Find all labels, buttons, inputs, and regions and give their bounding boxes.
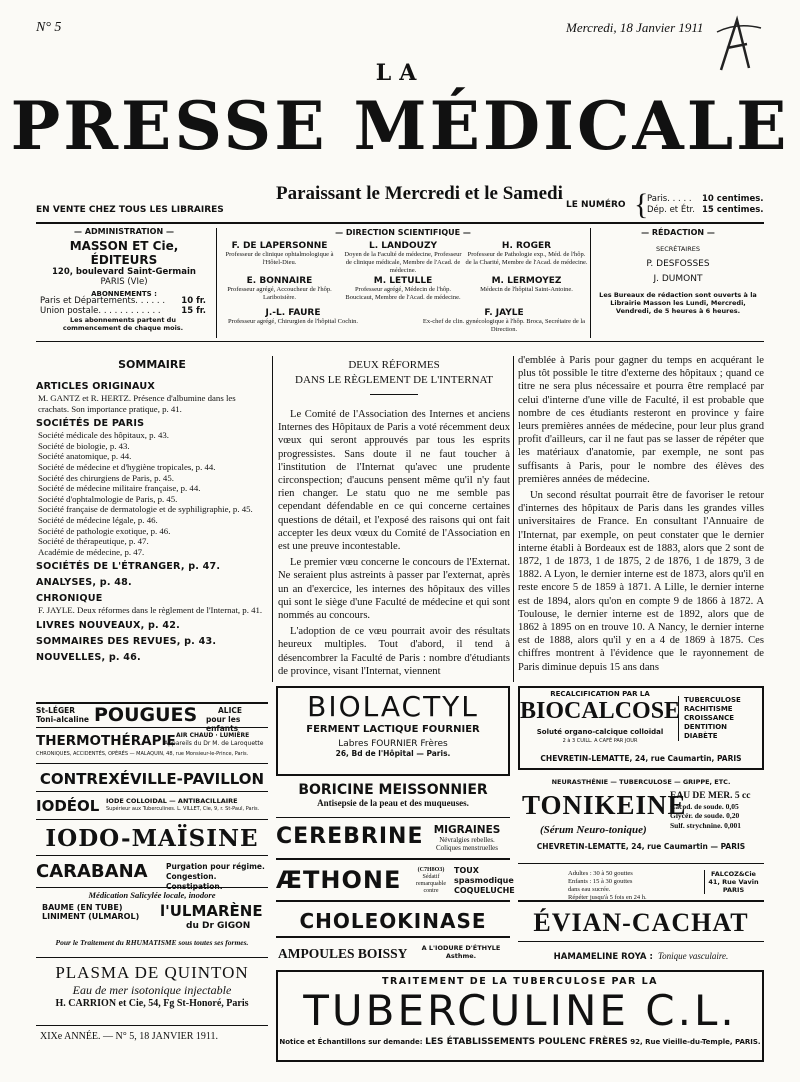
ad-pougues[interactable] — [36, 702, 268, 733]
article-title-line1: DEUX RÉFORMES — [348, 359, 440, 371]
masthead-divider-right — [590, 228, 591, 338]
ad-tuberculine-footer: Notice et Échantillons sur demande: LES ÉTABLISSEMENTS POULENC FRÈRES 92, Rue Vieille-du-Temple, PARIS. — [279, 1037, 761, 1047]
ad-tonikeine[interactable] — [518, 772, 764, 864]
ad-ampoules-boissy[interactable] — [276, 940, 510, 968]
ad-aethone-formula: (C7H8O3) Sédatif remarquable contre — [416, 867, 446, 894]
ad-biocalcose-main: BIOCALCOSE — [520, 698, 681, 724]
ad-ulmarene-bottom: Pour le Traitement du RHUMATISME sous toutes ses formes. — [55, 938, 249, 947]
masthead-title: PRESSE MÉDICALE — [10, 87, 790, 165]
publisher-city: PARIS (VIe) — [100, 277, 148, 287]
sale-note: EN VENTE CHEZ TOUS LES LIBRAIRES — [36, 205, 224, 215]
director-desc: Professeur agrégé, Chirurgien de l'hôpital Cochin. — [227, 318, 359, 325]
ad-iodeol-line: IODE COLLOIDAL — ANTIBACILLAIRE — [106, 797, 238, 805]
director-name: L. LANDOUZY — [369, 241, 437, 251]
price-dep-value: 15 centimes. — [702, 205, 764, 215]
ad-iodeol[interactable] — [36, 794, 268, 820]
ad-tuberculine-top: TRAITEMENT DE LA TUBERCULOSE PAR LA — [381, 976, 659, 987]
ad-carabana-main: CARABANA — [36, 861, 148, 882]
ad-ulmarene-author: du Dr GIGON — [186, 921, 251, 931]
sommaire-entry: Société de médecine militaire française, p. 44. — [38, 483, 201, 494]
ad-biocalcose-lab: CHEVRETIN-LEMATTE, 24, rue Caumartin, PARIS — [540, 754, 742, 763]
ad-plasma-line: Eau de mer isotonique injectable — [72, 983, 232, 997]
director-card — [218, 308, 368, 326]
director-card — [341, 276, 465, 302]
price-label: LE NUMÉRO — [566, 200, 626, 210]
ad-biolactyl-line: Labres FOURNIER Frères — [338, 739, 448, 749]
ad-hamameline-sub: Tonique vasculaire. — [657, 951, 729, 961]
subscription-union-label: Union postale. . . . . . . . . . . . — [40, 306, 161, 316]
ad-thermo-line: Appareils du Dr M. de Laroquette — [164, 740, 264, 747]
sommaire-heading: SOMMAIRES DES REVUES, p. 43. — [36, 635, 217, 647]
sommaire-heading: ANALYSES, p. 48. — [36, 577, 132, 589]
director-desc: Professeur de clinique ophtalmologique à l'Hôtel-Dieu. — [225, 251, 334, 266]
ad-boricine[interactable] — [276, 778, 510, 818]
sommaire-heading: CHRONIQUE — [36, 593, 103, 605]
masthead-bottom-rule — [36, 341, 764, 342]
ad-tuberculine[interactable] — [276, 970, 764, 1062]
sommaire-entry: Société des chirurgiens de Paris, p. 45. — [38, 472, 174, 483]
sommaire-list — [36, 380, 268, 664]
ad-biocalcose[interactable] — [518, 686, 764, 770]
sommaire-entry: Société de biologie, p. 43. — [38, 440, 130, 451]
sommaire-entry: Société médicale des hôpitaux, p. 43. — [38, 430, 169, 441]
ad-pougues-main: POUGUES — [94, 704, 198, 726]
ad-ulmarene-main: l'ULMARÈNE — [160, 902, 263, 920]
ad-thermo-line: CHRONIQUES, ACCIDENTÉS, OPÉRÉS — MALAQUIN, 48, rue Monsieur-le-Prince, Paris. — [36, 751, 249, 757]
ad-evian-cachat[interactable] — [518, 904, 764, 942]
ad-aethone-toux: TOUX spasmodique COQUELUCHE — [454, 866, 515, 895]
director-desc: Professeur agrégé, Accoucheur de l'hôp. Lariboisière. — [227, 286, 332, 301]
director-card — [218, 276, 341, 302]
sommaire-heading: NOUVELLES, p. 46. — [36, 651, 141, 663]
ad-aethone-main: ÆTHONE — [276, 866, 402, 894]
subscription-paris-label: Paris et Départements. . . . . . — [40, 296, 166, 306]
ad-plasma-main: PLASMA DE QUINTON — [55, 963, 249, 982]
ad-tonikeine-formula: EAU DE MER. 5 cc Cacod. de soude. 0,05 Glycér. de soude. 0,20 Sulf. strychnine. 0,001 — [670, 791, 751, 830]
ad-aethone-dosage[interactable] — [518, 866, 764, 902]
ad-hamameline-main: HAMAMELINE ROYA : — [553, 952, 653, 962]
secretary-name: J. DUMONT — [653, 274, 703, 284]
director-card — [218, 241, 341, 267]
ad-choleokinase-main: CHOLEOKINASE — [299, 909, 487, 933]
ad-biocalcose-indications: TUBERCULOSE RACHITISME CROISSANCE DENTITION DIABÈTE — [678, 696, 762, 741]
sommaire-divider — [272, 356, 273, 682]
ad-aethone-lab: FALCOZ&Cie 41, Rue Vavin PARIS — [704, 870, 762, 894]
ad-biolactyl-main: BIOLACTYL — [307, 690, 479, 723]
ad-ampoules-lines: A L'IODURE D'ÉTHYLE Asthme. — [421, 944, 501, 960]
ad-plasma-line: H. CARRION et Cie, 54, Fg St-Honoré, Paris — [55, 998, 249, 1009]
sommaire-heading: SOCIÉTÉS DE L'ÉTRANGER, p. 47. — [36, 561, 221, 573]
subscriptions-list — [40, 296, 206, 332]
ad-boricine-line: Antisepsie de la peau et des muqueuses. — [317, 798, 469, 808]
ad-choleokinase[interactable] — [276, 904, 510, 938]
issue-date: Mercredi, 18 Janvier 1911 — [566, 20, 704, 35]
ad-thermo-line: AIR CHAUD · LUMIÈRE — [176, 732, 250, 739]
ad-aethone[interactable] — [276, 862, 515, 902]
price-brace: { — [634, 188, 649, 221]
subscription-union-value: 15 fr. — [181, 306, 206, 316]
ad-pougues-right: ALICE pour les enfants — [206, 706, 243, 733]
ad-tonikeine-sub: (Sérum Neuro-tonique) — [540, 824, 647, 836]
footer-issue: XIXe ANNÉE. — N° 5, 18 JANVIER 1911. — [40, 1031, 219, 1042]
director-desc: Professeur agrégé, Médecin de l'hôp. Boucicaut, Membre de l'Acad. de médecine. — [345, 286, 461, 301]
ad-carabana[interactable] — [36, 858, 268, 891]
ad-thermotherapie[interactable] — [36, 730, 268, 764]
director-card — [420, 308, 588, 334]
article-paragraph: Un second résultat pourrait être de favoriser le retour d'internes des hôpitaux de Paris dans les grandes villes universitaires de France. En consultant l'Annuaire de l'Internat, par exemple, on peut constater que le dernier interne établi à Bordeaux est de 1883, alors que 2 sont de 1872, 1 de 1873, 1 de 1875, 2 de 1876, 1 de 1879, 3 de 1882. A Lyon, le dernier interne est de 1873, alors qu'il en reste encore 5 de 1859 à 1871. A Lille, le dernier interne est de 1894, alors qu'on en compte 9 de 1866 à 1872. A Toulouse, le dernier interne est de 1892, alors que de 1862 à 1895 on en trouve 10. A Nancy, le dernier interne est de 1888, alors qu'il y en a 4 de 1869 à 1875. Ces chiffres montrent à l'évidence que le rayonnement de Paris diminue depuis 15 ans dans — [518, 490, 764, 673]
ad-iodomaisine[interactable] — [36, 822, 268, 856]
sommaire-entry: Société d'ophtalmologie de Paris, p. 45. — [38, 493, 178, 504]
ad-biocalcose-sub: Soluté organo-calcique colloïdal — [536, 728, 664, 736]
ad-plasma-quinton[interactable] — [36, 960, 268, 1026]
ad-aethone-dosage-lines: Adultes : 30 à 50 gouttes Enfants : 15 à 30 gouttes dans eau sucrée. Répéter jusqu'à 5 fois en 24 h. — [568, 870, 647, 901]
subscription-paris-value: 10 fr. — [181, 296, 206, 306]
ad-biolactyl-line: FERMENT LACTIQUE FOURNIER — [306, 724, 480, 735]
sommaire-title: SOMMAIRE — [118, 358, 186, 371]
ad-cerebrine-lines: MIGRAINES Névralgies rebelles. Coliques menstruelles — [433, 824, 501, 852]
ad-ulmarene[interactable] — [36, 890, 268, 958]
article-title-rule — [370, 394, 418, 395]
header-rule — [36, 222, 764, 224]
direction-heading: — DIRECTION SCIENTIFIQUE — — [335, 228, 471, 237]
ad-carabana-lines: Purgation pour régime. Congestion. Constipation. — [166, 862, 265, 891]
ad-pougues-left: St-LÉGER Toni-alcaline — [36, 706, 90, 724]
article-divider — [513, 356, 514, 682]
director-name: J.-L. FAURE — [265, 308, 321, 318]
sommaire-heading: LIVRES NOUVEAUX, p. 42. — [36, 619, 180, 631]
article-paragraph: L'adoption de ce vœu pourrait avoir des résultats heureux multiples. Tout d'abord, il tend à désencombrer la Faculté de Paris : nombre d'étudiants de province, visant l'Internat, viennent — [278, 626, 510, 677]
sommaire-entry: Société de médecine et d'hygiène tropicales, p. 44. — [38, 461, 216, 472]
secretary-name: P. DESFOSSES — [646, 259, 710, 269]
ad-cerebrine[interactable] — [276, 820, 510, 860]
director-desc: Ex-chef de clin. gynécologique à l'hôp. Broca, Secrétaire de la Direction. — [422, 318, 586, 333]
sommaire-heading: SOCIÉTÉS DE PARIS — [36, 418, 145, 430]
director-name: M. LETULLE — [373, 276, 433, 286]
ad-biolactyl-line: 26, Bd de l'Hôpital — Paris. — [335, 749, 451, 758]
masthead-subtitle: Paraissant le Mercredi et le Samedi — [276, 183, 563, 204]
sommaire-heading: ARTICLES ORIGINAUX — [36, 381, 155, 392]
ad-tonikeine-top: NEURASTHÉNIE — TUBERCULOSE — GRIPPE, ETC. — [551, 778, 731, 786]
article-column-1 — [278, 408, 510, 684]
subscriptions-heading: ABONNEMENTS : — [91, 290, 157, 298]
director-name: E. BONNAIRE — [246, 276, 313, 286]
ad-ulmarene-top: Médication Salicylée locale, inodore — [88, 890, 216, 900]
article-column-2 — [518, 354, 764, 684]
sommaire-entry: Académie de médecine, p. 47. — [38, 546, 145, 557]
ad-tonikeine-main: TONIKEINE — [522, 790, 687, 820]
sommaire-entry: F. JAYLE. Deux réformes dans le règlement de l'Internat, p. 41. — [38, 605, 263, 616]
article-paragraph: Le Comité de l'Association des Internes et anciens Internes des Hôpitaux de Paris a voté récemment deux vœux qui seront approuvés par tous les esprits progressistes. Sans doute il ne faut toucher à l'institution de l'Internat qu'avec une prudente circonspection; d'aucuns pensent même qu'il n'y faut rien changer. Le statu quo ne me semble pas cependant défendable en ce qui concerne certaines questions de détail, et l'exposé des raisons qui ont fait accepter les deux vœux du Comité de l'Association en est une preuve incontestable. — [278, 409, 510, 553]
ad-contrexeville-main: CONTREXÉVILLE-PAVILLON — [39, 770, 265, 788]
administration-heading: — ADMINISTRATION — — [74, 227, 174, 236]
redaction-note: Les Bureaux de rédaction sont ouverts à la Librairie Masson les Lundi, Mercredi, Vendredi, de 5 heures à 6 heures. — [599, 291, 757, 315]
director-name: F. JAYLE — [484, 308, 524, 318]
director-name: M. LERMOYEZ — [491, 276, 562, 286]
article-title-line2: DANS LE RÈGLEMENT DE L'INTERNAT — [295, 374, 493, 386]
sommaire — [36, 358, 268, 680]
sommaire-entry: Société française de dermatologie et de syphiligraphie, p. 45. — [38, 504, 253, 515]
sommaire-entry: Société de pathologie exotique, p. 46. — [38, 525, 171, 536]
ad-boricine-main: BORICINE MEISSONNIER — [298, 782, 488, 798]
director-name: F. DE LAPERSONNE — [231, 241, 328, 251]
ad-biolactyl[interactable] — [276, 686, 510, 776]
ad-biocalcose-top: RECALCIFICATION PAR LA — [550, 690, 650, 698]
redaction-heading: — RÉDACTION — — [641, 228, 715, 237]
ad-cerebrine-main: CEREBRINE — [276, 824, 424, 849]
director-desc: Doyen de la Faculté de médecine, Professeur de clinique médicale, Membre de l'Acad. de médecine. — [344, 251, 462, 274]
sommaire-entry: Société de thérapeutique, p. 47. — [38, 536, 149, 547]
sommaire-entry: Société de médecine légale, p. 46. — [38, 514, 158, 525]
director-card — [465, 276, 588, 294]
ad-evian-main: ÉVIAN-CACHAT — [533, 908, 749, 937]
ad-hamameline[interactable] — [518, 944, 764, 966]
redaction-block — [592, 228, 764, 315]
sommaire-entry: Société anatomique, p. 44. — [38, 451, 132, 462]
publisher-address: 120, boulevard Saint-Germain — [51, 267, 196, 277]
subscription-note: Les abonnements partent du commencement de chaque mois. — [62, 316, 184, 332]
ad-tonikeine-lab: CHEVRETIN-LEMATTE, 24, rue Caumartin — PARIS — [536, 842, 746, 851]
price-paris-label: Paris. . . . . — [647, 194, 692, 204]
ad-ulmarene-forms: BAUME (EN TUBE) LINIMENT (ULMAROL) — [42, 903, 140, 921]
secretaries-label: SECRÉTAIRES — [656, 245, 700, 253]
director-card — [465, 241, 588, 267]
ad-biocalcose-sub2: 2 à 3 CUILL. A CAFÉ PAR JOUR — [562, 738, 638, 744]
administration-block — [36, 227, 212, 298]
ad-iodeol-main: IODÉOL — [36, 797, 100, 815]
article-title — [278, 358, 510, 388]
director-desc: Médecin de l'hôpital Saint-Antoine. — [480, 286, 573, 293]
masthead-la: LA — [375, 60, 425, 86]
director-card — [341, 241, 465, 275]
ad-ampoules-main: AMPOULES BOISSY — [278, 946, 408, 961]
sommaire-entry: M. GANTZ et R. HERTZ. Présence d'albumine dans les crachats. Son importance pratique, p. 41. — [38, 393, 236, 414]
publisher: MASSON ET Cie, ÉDITEURS — [69, 239, 179, 267]
ad-iodomaisine-main: IODO-MAÏSINE — [45, 825, 259, 852]
ad-iodeol-line: Supérieur aux Tuberculines. L. VILLET, Cie, 9, r. St-Paul, Paris. — [106, 806, 260, 812]
issue-number: N° 5 — [36, 20, 62, 35]
director-name: H. ROGER — [501, 241, 552, 251]
director-desc: Professeur de Pathologie exp., Méd. de l'hôp. de la Charité, Membre de l'Acad. de médecine. — [465, 251, 588, 266]
price-paris-value: 10 centimes. — [702, 194, 764, 204]
ad-contrexeville[interactable] — [36, 766, 268, 792]
price-dep-label: Dép. et Étr. — [647, 205, 695, 215]
masthead-divider-left — [216, 228, 217, 338]
article-paragraph: Le premier vœu concerne le concours de l'Externat. Ne seraient plus astreints à passer par l'externat, après un an d'exercice, les internes des hôpitaux des villes qui sont le siège d'une Faculté de médecine et qui sont nommés au concours. — [278, 557, 510, 622]
ad-tuberculine-main: TUBERCULINE C.L. — [303, 986, 737, 1035]
ad-thermo-main: THERMOTHÉRAPIE — [36, 733, 176, 749]
article-paragraph: d'emblée à Paris pour gagner du temps en acquérant le plus tôt possible le titre d'externe des hôpitaux ; quand ce titre ne sera plus nécessaire et pourra être remplacé par celui d'interne d'une ville de Faculté, il est probable que nombre de ces étudiants resteront en province y faire leurs premières années de médecine, pour leur plus grand profit d'ailleurs, car il ne faut pas se lasser de répéter que les matériaux d'anatomie, par exemple, ne sont pas suffisants à Paris, pour le nombre des élèves des premières années de médecine. — [518, 355, 764, 485]
